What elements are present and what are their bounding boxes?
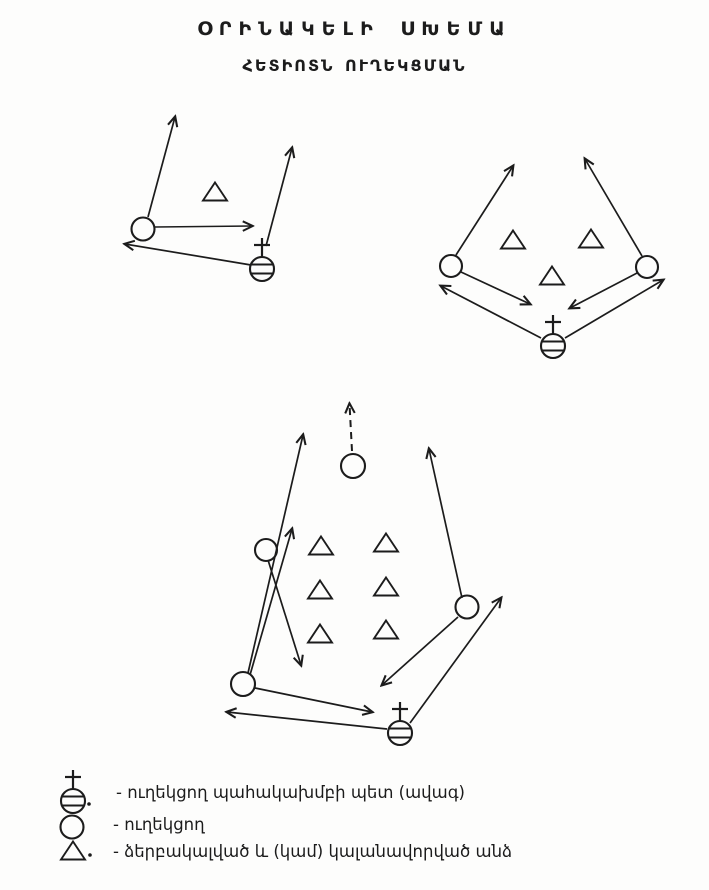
guard-chief-symbol (61, 770, 85, 813)
movement-arrow (268, 560, 301, 665)
page-title: ՕՐԻՆԱԿԵԼԻ ՍԽԵՄԱ (197, 18, 512, 40)
scan-dot (88, 803, 91, 806)
legend-label-detainee: - ձերբակալված և (կամ) կալանավորված անձ (113, 842, 513, 861)
movement-arrow (570, 273, 637, 308)
movement-arrow (266, 148, 292, 246)
movement-arrow (227, 712, 387, 729)
movement-arrow (125, 244, 251, 265)
movement-arrow (429, 449, 462, 598)
detainee-triangle (61, 842, 85, 860)
escort-circle (636, 256, 658, 278)
legend-label-chief: - ուղեկցող պահակախմբի պետ (ավագ) (116, 783, 465, 802)
escort-circle (132, 218, 155, 241)
detainee-triangle (501, 231, 525, 249)
guard-chief-symbol (388, 702, 412, 745)
detainee-triangle (308, 581, 332, 599)
escort-circle (456, 596, 479, 619)
movement-arrow (255, 688, 372, 712)
escort-circle (61, 816, 84, 839)
escort-circle (341, 454, 365, 478)
detainee-triangle (308, 625, 332, 643)
detainee-triangle (374, 578, 398, 596)
movement-arrow (585, 159, 642, 256)
legend-label-escort: - ուղեկցող (113, 815, 205, 834)
guard-chief-symbol (250, 238, 274, 281)
escort-circle (440, 255, 462, 277)
scheme-six-detainees (227, 404, 501, 745)
page-subtitle: ՀԵՏԻՈՏՆ ՈՒՂԵԿՑՄԱՆ (242, 56, 467, 75)
legend-symbols (61, 770, 92, 860)
patrol-arrow (441, 286, 541, 338)
movement-arrow-dashed (350, 404, 353, 451)
detainee-triangle (203, 183, 227, 201)
detainee-triangle (309, 537, 333, 555)
escort-circle (255, 539, 277, 561)
movement-arrow (148, 117, 175, 217)
scan-dot (89, 854, 92, 857)
detainee-triangle (374, 534, 398, 552)
escort-circle (231, 672, 255, 696)
patrol-arrow (565, 280, 663, 338)
movement-arrow (410, 598, 501, 723)
movement-arrow (382, 617, 458, 685)
detainee-triangle (374, 621, 398, 639)
movement-arrow (155, 226, 252, 227)
scheme-one-detainee (125, 117, 292, 281)
movement-arrow (461, 272, 530, 304)
movement-arrow (250, 529, 292, 675)
detainee-triangle (579, 230, 603, 248)
guard-chief-symbol (541, 315, 565, 358)
scheme-three-detainees (440, 159, 663, 358)
detainee-triangle (540, 267, 564, 285)
